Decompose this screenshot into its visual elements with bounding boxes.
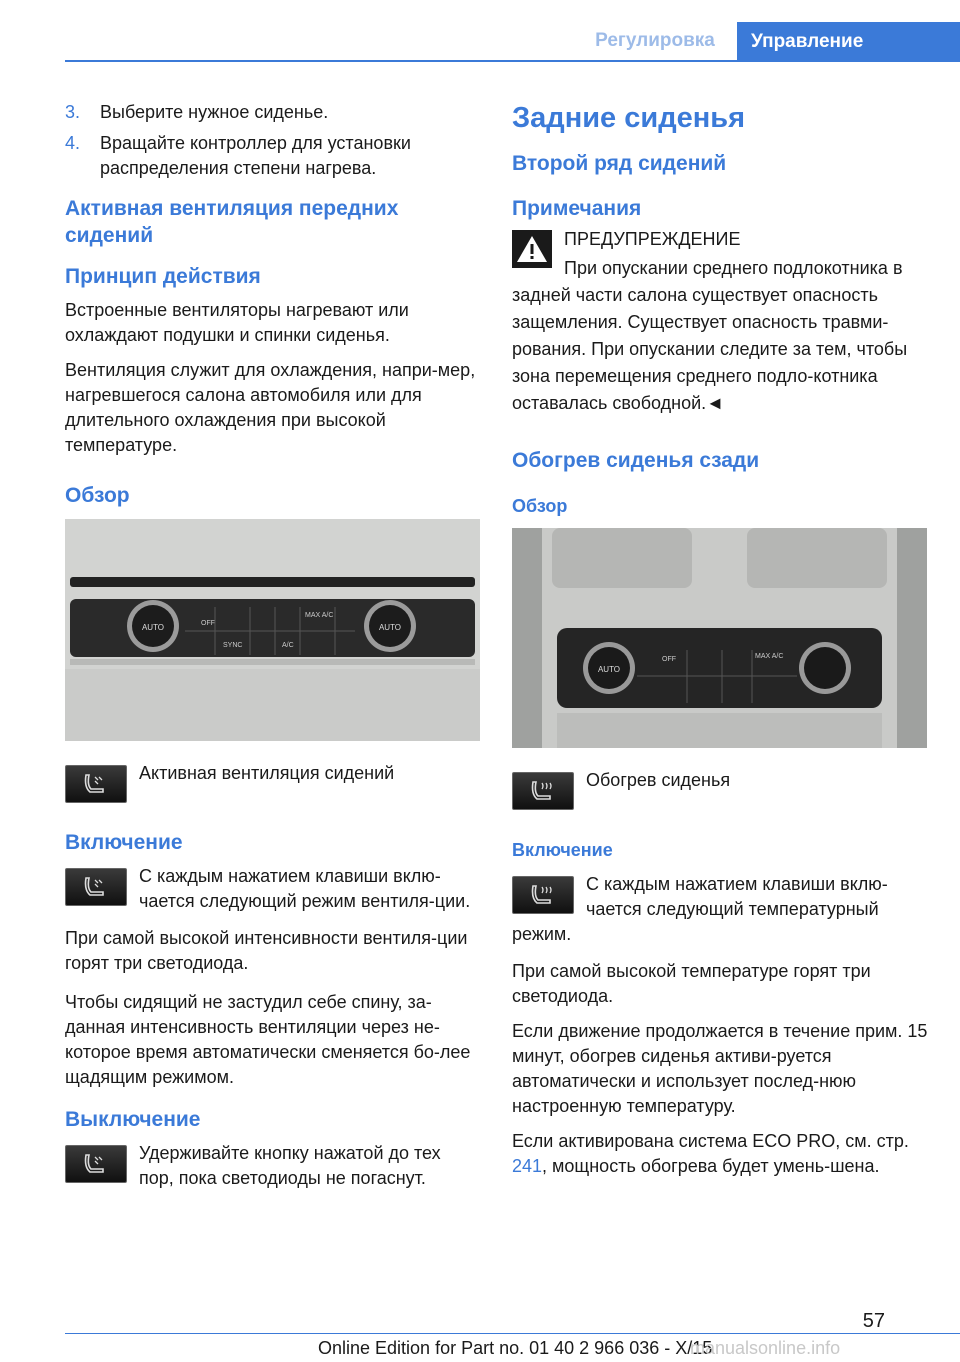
switch-on-row: [65, 864, 480, 914]
step-text: Вращайте контроллер для установки распределения степени нагрева.: [100, 133, 411, 178]
heading-second-row: Второй ряд сидений: [512, 152, 727, 175]
seat-heating-icon: [512, 772, 574, 810]
switch-off-row: [65, 1141, 480, 1191]
watermark: manualsonline.info: [690, 1338, 841, 1358]
icon-caption: Обогрев сиденья: [586, 770, 731, 790]
heading-active-ventilation: Активная вентиляция передних сидений: [65, 197, 399, 247]
rear-off-label: OFF: [662, 656, 676, 663]
online-edition-text: Online Edition for Part no. 01 40 2 966 036 - X/15: [318, 1338, 713, 1358]
paragraph: При самой высокой температуре горят три светодиода.: [512, 961, 871, 1006]
sync-label: SYNC: [223, 642, 243, 649]
off-label: OFF: [201, 620, 215, 627]
step-item: [65, 100, 480, 125]
step-number: 4.: [65, 133, 81, 153]
switch-off-text: Удерживайте кнопку нажатой до тех пор, пока светодиоды не погаснут.: [139, 1143, 441, 1188]
front-climate-panel-illustration: [65, 519, 480, 741]
right-column: [512, 100, 932, 1189]
warning-text: При опускании среднего подлокотника в задней части салона существует опасность защемления. Существует опасность травми-рования. При опускании следите за тем, чтобы зона перемещения среднего подло-котника оставалась свободной.◄: [512, 258, 908, 413]
seat-heating-icon: [512, 876, 574, 914]
heading-overview: Обзор: [65, 484, 130, 507]
step-item: [65, 131, 480, 181]
warning-block: [512, 226, 932, 417]
auto-label-right: AUTO: [378, 623, 402, 632]
footer-divider: [65, 1333, 960, 1334]
paragraph: Встроенные вентиляторы нагревают или охлаждают подушки и спинки сиденья.: [65, 300, 409, 345]
tab-regulation[interactable]: Регулировка: [595, 30, 715, 51]
rear-climate-panel-illustration: [512, 528, 927, 748]
warning-icon: [512, 230, 552, 268]
tab-control[interactable]: Управление: [737, 22, 960, 62]
heading-switch-on: Включение: [65, 831, 183, 854]
step-number: 3.: [65, 102, 81, 122]
switch-on-row: [512, 872, 932, 947]
ac-label: A/C: [282, 642, 294, 649]
paragraph-text: , мощность обогрева будет умень-шена.: [542, 1156, 880, 1176]
switch-on-text: С каждым нажатием клавиши вклю-чается следующий режим вентиля-ции.: [139, 866, 471, 911]
paragraph: Чтобы сидящий не застудил себе спину, за-данная интенсивность вентиляции через не-которое время автоматически сменяется бо-лее щадящим режимом.: [65, 992, 471, 1087]
rear-auto-label: AUTO: [597, 665, 621, 674]
switch-on-text: С каждым нажатием клавиши вклю-чается следующий температурный режим.: [512, 874, 888, 944]
page-number: 57: [862, 1310, 885, 1332]
icon-caption-row: [512, 768, 932, 814]
heading-overview-rear: Обзор: [512, 496, 568, 516]
paragraph-text: Если активирована система ECO PRO, см. стр.: [512, 1131, 909, 1151]
paragraph: Вентиляция служит для охлаждения, напри-мер, нагревшегося салона автомобиля или для длительного охлаждения при высокой температуре.: [65, 360, 476, 455]
front-climate-panel-photo: [65, 519, 480, 741]
heading-notes: Примечания: [512, 197, 642, 220]
rear-max-ac-label: MAX A/C: [755, 653, 784, 660]
heading-switch-off: Выключение: [65, 1108, 201, 1131]
heading-rear-heating: Обогрев сиденья сзади: [512, 449, 760, 472]
paragraph: При самой высокой интенсивности вентиля-ции горят три светодиода.: [65, 928, 468, 973]
auto-label-left: AUTO: [141, 623, 165, 632]
icon-caption-row: [65, 761, 480, 807]
page-header: [0, 0, 960, 62]
warning-title: ПРЕДУПРЕЖДЕНИЕ: [564, 229, 741, 249]
heading-principle: Принцип действия: [65, 265, 261, 288]
paragraph: Если движение продолжается в течение прим. 15 минут, обогрев сиденья активи-руется автоматически и использует послед-нюю настроенную температуру.: [512, 1021, 928, 1116]
rear-climate-panel-photo: [512, 528, 927, 748]
seat-ventilation-icon: [65, 1145, 127, 1183]
icon-caption: Активная вентиляция сидений: [139, 763, 395, 783]
seat-ventilation-icon: [65, 868, 127, 906]
seat-ventilation-icon: [65, 765, 127, 803]
page-link[interactable]: 241: [512, 1156, 543, 1176]
left-column: [65, 100, 480, 1203]
steps-list: [65, 100, 480, 181]
max-ac-label: MAX A/C: [305, 612, 334, 619]
paragraph: [512, 1129, 932, 1179]
step-text: Выберите нужное сиденье.: [100, 102, 329, 122]
heading-switch-on-rear: Включение: [512, 840, 613, 860]
heading-rear-seats: Задние сиденья: [512, 102, 745, 134]
header-divider: [65, 60, 960, 62]
